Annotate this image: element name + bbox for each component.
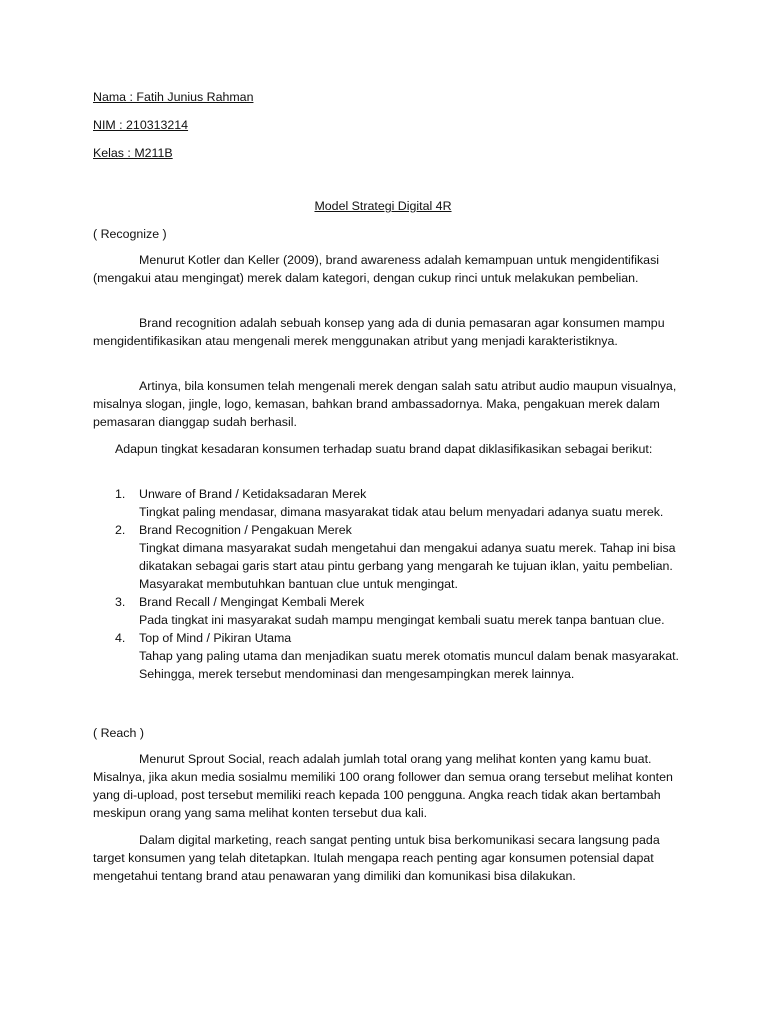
section-heading-recognize: ( Recognize ) [93,227,167,241]
student-name: Nama : Fatih Junius Rahman [93,90,254,104]
list-item-number: 3. [115,595,126,609]
list-item-title: Brand Recognition / Pengakuan Merek [139,523,352,537]
recognize-paragraph-1: Menurut Kotler dan Keller (2009), brand awareness adalah kemampuan untuk mengidentifikasi (mengakui atau mengingat) merek dalam kategori, dengan cukup rinci untuk melakukan pembelian. [93,253,660,285]
list-item [93,593,693,629]
section-heading-reach: ( Reach ) [93,726,144,740]
list-item-number: 2. [115,523,126,537]
document-title: Model Strategi Digital 4R [314,199,452,213]
list-item [93,485,693,521]
list-item-description: Tahap yang paling utama dan menjadikan suatu merek otomatis muncul dalam benak masyarakat. Sehingga, merek tersebut mendominasi dan mengesampingkan merek lainnya. [139,649,679,681]
recognize-paragraph-3: Artinya, bila konsumen telah mengenali merek dengan salah satu atribut audio maupun visualnya, misalnya slogan, jingle, logo, kemasan, bahkan brand ambassadornya. Maka, pengakuan merek dalam pemasaran dianggap sudah berhasil. [93,379,677,429]
recognize-paragraph-4: Adapun tingkat kesadaran konsumen terhadap suatu brand dapat diklasifikasikan sebagai berikut: [115,442,653,456]
student-nim: NIM : 210313214 [93,118,189,132]
list-item-number: 1. [115,487,126,501]
list-item [93,629,693,683]
list-item-description: Pada tingkat ini masyarakat sudah mampu mengingat kembali suatu merek tanpa bantuan clue. [139,613,665,627]
reach-paragraph-1: Menurut Sprout Social, reach adalah jumlah total orang yang melihat konten yang kamu buat. Misalnya, jika akun media sosialmu memiliki 100 orang follower dan semua orang tersebut melihat konten yang di-upload, post tersebut memiliki reach kepada 100 pengguna. Angka reach tidak akan bertambah meskipun orang yang sama melihat konten tersebut dua kali. [93,752,673,820]
student-class: Kelas : M211B [93,146,173,160]
reach-paragraph-2: Dalam digital marketing, reach sangat penting untuk bisa berkomunikasi secara langsung pada target konsumen yang telah ditetapkan. Itulah mengapa reach penting agar konsumen potensial dapat mengetahui tentang brand atau penawaran yang dimiliki dan komunikasi bisa dilakukan. [93,833,660,883]
list-item-title: Brand Recall / Mengingat Kembali Merek [139,595,365,609]
awareness-levels-list [93,485,693,683]
list-item-description: Tingkat paling mendasar, dimana masyarakat tidak atau belum menyadari adanya suatu merek. [139,505,664,519]
list-item-title: Unware of Brand / Ketidaksadaran Merek [139,487,367,501]
list-item [93,521,693,593]
recognize-paragraph-2: Brand recognition adalah sebuah konsep yang ada di dunia pemasaran agar konsumen mampu mengidentifikasikan atau mengenali merek menggunakan atribut yang menjadi karakteristiknya. [93,316,665,348]
list-item-title: Top of Mind / Pikiran Utama [139,631,292,645]
list-item-number: 4. [115,631,126,645]
list-item-description: Tingkat dimana masyarakat sudah mengetahui dan mengakui adanya suatu merek. Tahap ini bisa dikatakan sebagai garis start atau pintu gerbang yang mengarah ke tujuan iklan, yaitu pembelian. Masyarakat membutuhkan bantuan clue untuk mengingat. [139,541,676,591]
